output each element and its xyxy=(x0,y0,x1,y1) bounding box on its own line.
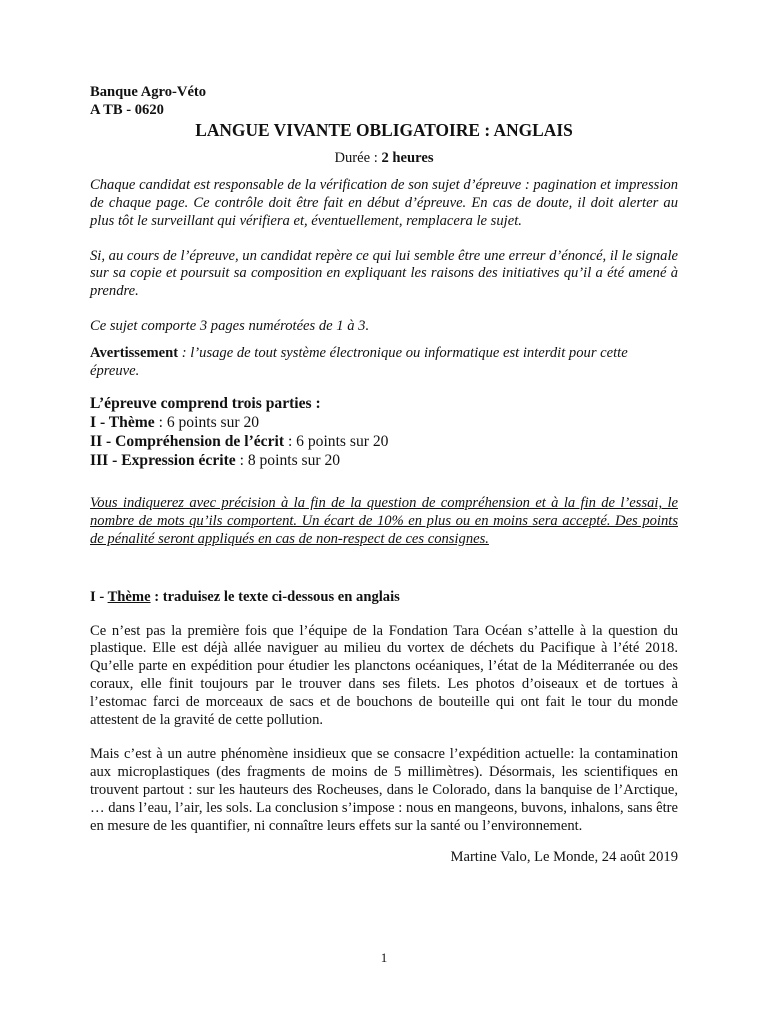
theme-paragraph-1: Ce n’est pas la première fois que l’équipe de la Fondation Tara Océan s’attelle à la question du plastique. Elle est déjà allée naviguer au milieu du vortex de déchets du Pacifique à l’été 2018. Qu’elle parte en expédition pour étudier les planctons océaniques, l’état de la Méditerranée ou des coraux, elle finit toujours par le trouver dans ses filets. Les photos d’oiseaux et de tortues à l’estomac farci de morceaux de sacs et de bouchons de bouteille qui ont fait le tour du monde attestent de la gravité de cette pollution. xyxy=(90,622,678,728)
page-number: 1 xyxy=(380,950,388,965)
document-page xyxy=(90,84,678,867)
source-citation: Martine Valo, Le Monde, 24 août 2019 xyxy=(450,849,678,866)
warning-paragraph xyxy=(90,345,678,381)
section-1-name: Thème xyxy=(107,588,151,605)
duration-line xyxy=(90,150,678,168)
warning-label: Avertissement xyxy=(90,344,179,361)
word-count-note: Vous indiquerez avec précision à la fin de la question de compréhension et à la fin de l’essai, le nombre de mots qu’ils comportent. Un écart de 10% en plus ou en moins sera accepté. Des points de pénalité seront appliqués en cas de non-respect de ces consignes. xyxy=(90,495,678,547)
warning-text: : l’usage de tout système électronique ou informatique est interdit pour cette épreuve. xyxy=(90,344,628,379)
instruction-paragraph-2: Si, au cours de l’épreuve, un candidat repère ce qui lui semble être une erreur d’énoncé, il le signale sur sa copie et poursuit sa composition en expliquant les raisons des initiatives qu’il a été amené à prendre. xyxy=(90,247,678,300)
duration-value: 2 heures xyxy=(381,150,434,167)
exam-code: A TB - 0620 xyxy=(90,101,164,118)
instruction-paragraph-1: Chaque candidat est responsable de la vérification de son sujet d’épreuve : pagination et impression de chaque page. Ce contrôle doit être fait en début d’épreuve. En cas de doute, il doit alerter au plus tôt le surveillant qui vérifiera et, éventuellement, remplacera le sujet. xyxy=(90,177,678,229)
parts-heading: L’épreuve comprend trois parties : xyxy=(90,395,321,413)
page-title: LANGUE VIVANTE OBLIGATOIRE : ANGLAIS xyxy=(195,119,573,140)
instruction-paragraph-3: Ce sujet comporte 3 pages numérotées de 1 à 3. xyxy=(90,317,370,334)
theme-paragraph-2: Mais c’est à un autre phénomène insidieux que se consacre l’expédition actuelle: la contamination aux microplastiques (des fragments de moins de 5 millimètres). Désormais, les scientifiques en trouvent partout : sur les hauteurs des Rocheuses, dans le Colorado, dans la banquise de l’Arctique, … dans l’eau, l’air, les sols. La conclusion s’impose : nous en mangeons, buvons, inhalons, sans être en mesure de les quantifier, ni connaître leurs effets sur la santé ou l’environnement. xyxy=(90,746,678,834)
part-item: III - Expression écrite : 8 points sur 20 xyxy=(90,452,341,470)
parts-list xyxy=(90,394,678,470)
part-item: I - Thème : 6 points sur 20 xyxy=(90,414,260,432)
duration-label: Durée : xyxy=(334,150,382,167)
part-item: II - Compréhension de l’écrit : 6 points sur 20 xyxy=(90,433,389,451)
section-1-heading: I - Thème : traduisez le texte ci-dessous en anglais xyxy=(90,588,400,605)
exam-bank-name: Banque Agro-Véto xyxy=(90,84,207,100)
